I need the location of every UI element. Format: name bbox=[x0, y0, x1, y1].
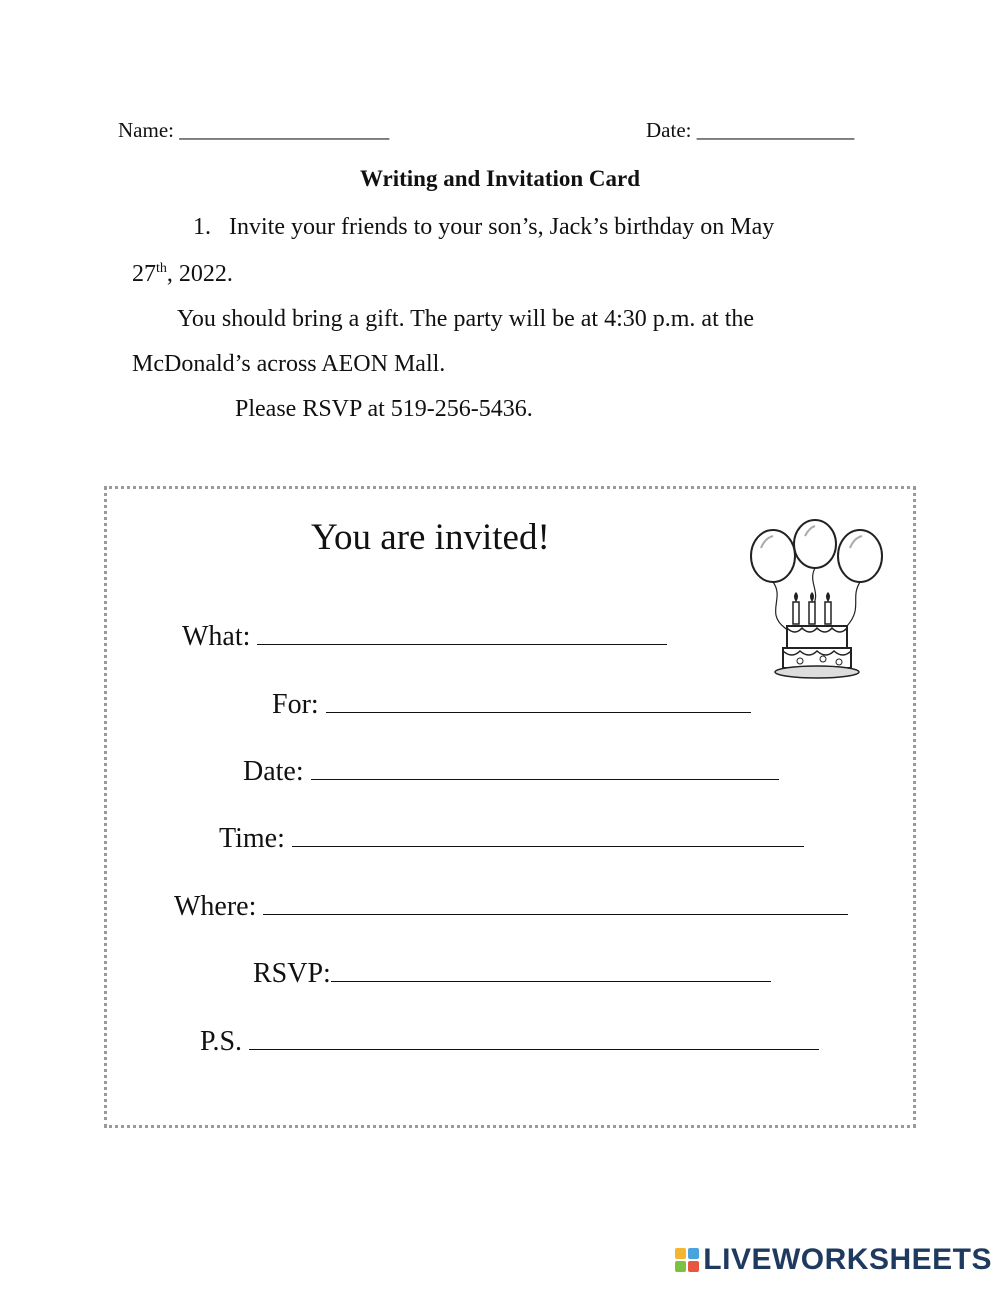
field-date-label: Date: bbox=[243, 756, 304, 787]
field-where-label: Where: bbox=[174, 891, 257, 922]
page-title: Writing and Invitation Card bbox=[359, 166, 641, 191]
field-what-blank[interactable] bbox=[257, 620, 667, 645]
field-date-blank[interactable] bbox=[311, 755, 779, 780]
field-time-blank[interactable] bbox=[292, 822, 804, 847]
name-label-line bbox=[118, 118, 389, 143]
balloons-birthday-cake-icon bbox=[745, 518, 885, 688]
logo-text: LIVEWORKSHEETS bbox=[703, 1243, 992, 1276]
date-day: 27 bbox=[132, 261, 156, 287]
field-rsvp-blank[interactable] bbox=[331, 957, 771, 982]
card-heading: You are invited! bbox=[311, 517, 550, 558]
field-ps-blank[interactable] bbox=[249, 1025, 819, 1050]
date-year: , 2022. bbox=[166, 261, 233, 287]
field-ps-label: P.S. bbox=[200, 1026, 243, 1057]
instruction-text-1: Invite your friends to your son’s, Jack’s birthday on May bbox=[229, 214, 775, 240]
instruction-line-3: You should bring a gift. The party will be at 4:30 p.m. at the bbox=[177, 306, 755, 332]
logo-block-4 bbox=[688, 1261, 699, 1272]
instruction-line-2 bbox=[132, 261, 233, 288]
field-rsvp-label: RSVP: bbox=[253, 958, 331, 989]
logo-block-1 bbox=[675, 1248, 686, 1259]
field-where-blank[interactable] bbox=[263, 890, 848, 915]
field-for-label: For: bbox=[272, 689, 319, 720]
date-label-line bbox=[646, 118, 854, 143]
date-suffix: th bbox=[156, 261, 167, 276]
instruction-line-4: McDonald’s across AEON Mall. bbox=[132, 351, 446, 377]
field-what-label: What: bbox=[182, 621, 251, 652]
instruction-line-1 bbox=[193, 214, 774, 241]
liveworksheets-logo bbox=[675, 1243, 992, 1277]
field-for-blank[interactable] bbox=[326, 688, 751, 713]
field-time-label: Time: bbox=[219, 823, 285, 854]
date-label: Date: bbox=[646, 118, 692, 142]
field-time bbox=[219, 822, 804, 855]
logo-block-2 bbox=[688, 1248, 699, 1259]
instruction-line-5: Please RSVP at 519-256-5436. bbox=[235, 396, 533, 422]
liveworksheets-logo-icon bbox=[675, 1248, 699, 1272]
name-label: Name: bbox=[118, 118, 174, 142]
name-blank: ____________________ bbox=[179, 118, 390, 142]
field-rsvp bbox=[253, 957, 771, 990]
logo-block-3 bbox=[675, 1261, 686, 1272]
field-ps bbox=[200, 1025, 819, 1058]
field-where bbox=[174, 890, 848, 923]
field-what bbox=[182, 620, 667, 653]
field-date bbox=[243, 755, 779, 788]
field-for bbox=[272, 688, 751, 721]
date-blank: _______________ bbox=[696, 118, 855, 142]
item-number: 1. bbox=[193, 214, 211, 240]
